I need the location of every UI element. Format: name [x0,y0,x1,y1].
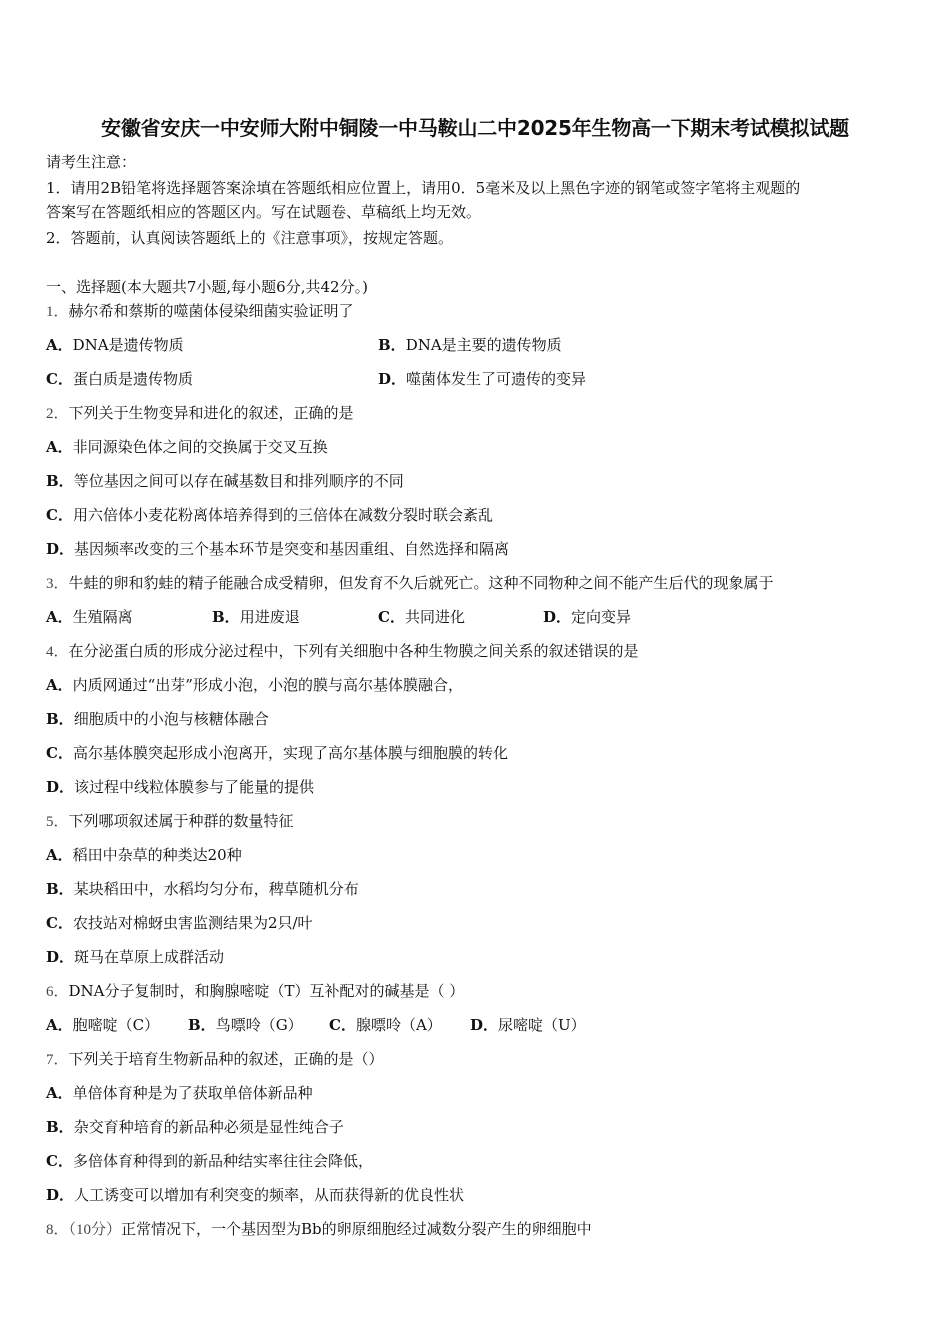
question-4: 4．在分泌蛋白质的形成分泌过程中，下列有关细胞中各种生物膜之间关系的叙述错误的是 [46,642,639,660]
q5-option-b: B．某块稻田中，水稻均匀分布，稗草随机分布 [46,880,359,898]
q7-option-c: C．多倍体育种得到的新品种结实率往往会降低， [46,1152,373,1170]
notice-line-2: 答案写在答题纸相应的答题区内。写在试题卷、草稿纸上均无效。 [46,203,482,221]
q6-option-d: D．尿嘧啶（U） [470,1016,586,1034]
q6-option-c: C．腺嘌呤（A） [329,1016,442,1034]
q3-option-d: D．定向变异 [543,608,632,626]
q3-option-a: A．生殖隔离 [46,608,133,626]
q7-option-d: D．人工诱变可以增加有利突变的频率，从而获得新的优良性状 [46,1186,465,1204]
q2-option-a: A．非同源染色体之间的交换属于交叉互换 [46,438,328,456]
q6-option-a: A．胞嘧啶（C） [46,1016,160,1034]
q1-option-b: B．DNA是主要的遗传物质 [378,336,562,354]
notice-line-3: 2．答题前，认真阅读答题纸上的《注意事项》，按规定答题。 [46,229,454,247]
q4-option-d: D．该过程中线粒体膜参与了能量的提供 [46,778,315,796]
q5-option-a: A．稻田中杂草的种类达20种 [46,846,242,864]
section-heading: 一、选择题(本大题共7小题,每小题6分,共42分。) [46,278,368,296]
q5-option-d: D．斑马在草原上成群活动 [46,948,225,966]
question-6: 6．DNA分子复制时，和胸腺嘧啶（T）互补配对的碱基是（ ） [46,982,465,1000]
q4-option-a: A．内质网通过“出芽”形成小泡，小泡的膜与高尔基体膜融合， [46,676,463,694]
q6-option-b: B．鸟嘌呤（G） [188,1016,303,1034]
question-2: 2．下列关于生物变异和进化的叙述，正确的是 [46,404,354,422]
q2-option-b: B．等位基因之间可以存在碱基数目和排列顺序的不同 [46,472,404,490]
q3-option-b: B．用进废退 [212,608,300,626]
q1-option-c: C．蛋白质是遗传物质 [46,370,193,388]
q4-option-c: C．高尔基体膜突起形成小泡离开，实现了高尔基体膜与细胞膜的转化 [46,744,508,762]
question-1 [46,301,354,322]
notice-heading: 请考生注意： [46,153,137,171]
q1-option-a: A．DNA是遗传物质 [46,336,184,354]
question-3: 3．牛蛙的卵和豹蛙的精子能融合成受精卵，但发育不久后就死亡。这种不同物种之间不能产生后代的现象属于 [46,574,774,592]
q2-option-c: C．用六倍体小麦花粉离体培养得到的三倍体在减数分裂时联会紊乱 [46,506,493,524]
q2-option-d: D．基因频率改变的三个基本环节是突变和基因重组、自然选择和隔离 [46,540,510,558]
question-7: 7．下列关于培育生物新品种的叙述，正确的是（） [46,1050,384,1068]
q7-option-b: B．杂交育种培育的新品种必须是显性纯合子 [46,1118,344,1136]
exam-title: 安徽省安庆一中安师大附中铜陵一中马鞍山二中2025年生物高一下期末考试模拟试题 [101,116,849,140]
question-stem: 赫尔希和蔡斯的噬菌体侵染细菌实验证明了 [68,302,354,320]
q5-option-c: C．农技站对棉蚜虫害监测结果为2只/叶 [46,914,313,932]
notice-line-1: 1．请用2B铅笔将选择题答案涂填在答题纸相应位置上，请用0．5毫米及以上黑色字迹的钢笔或签字笔将主观题的 [46,179,801,197]
question-score: （10分） [68,1222,122,1238]
question-5: 5．下列哪项叙述属于种群的数量特征 [46,812,294,830]
q1-option-d: D．噬菌体发生了可遗传的变异 [378,370,587,388]
q3-option-c: C．共同进化 [378,608,465,626]
question-8: 8．（10分）正常情况下，一个基因型为Bb的卵原细胞经过减数分裂产生的卵细胞中 [46,1220,592,1238]
q4-option-b: B．细胞质中的小泡与核糖体融合 [46,710,269,728]
q7-option-a: A．单倍体育种是为了获取单倍体新品种 [46,1084,313,1102]
question-number: 1． [46,304,69,320]
